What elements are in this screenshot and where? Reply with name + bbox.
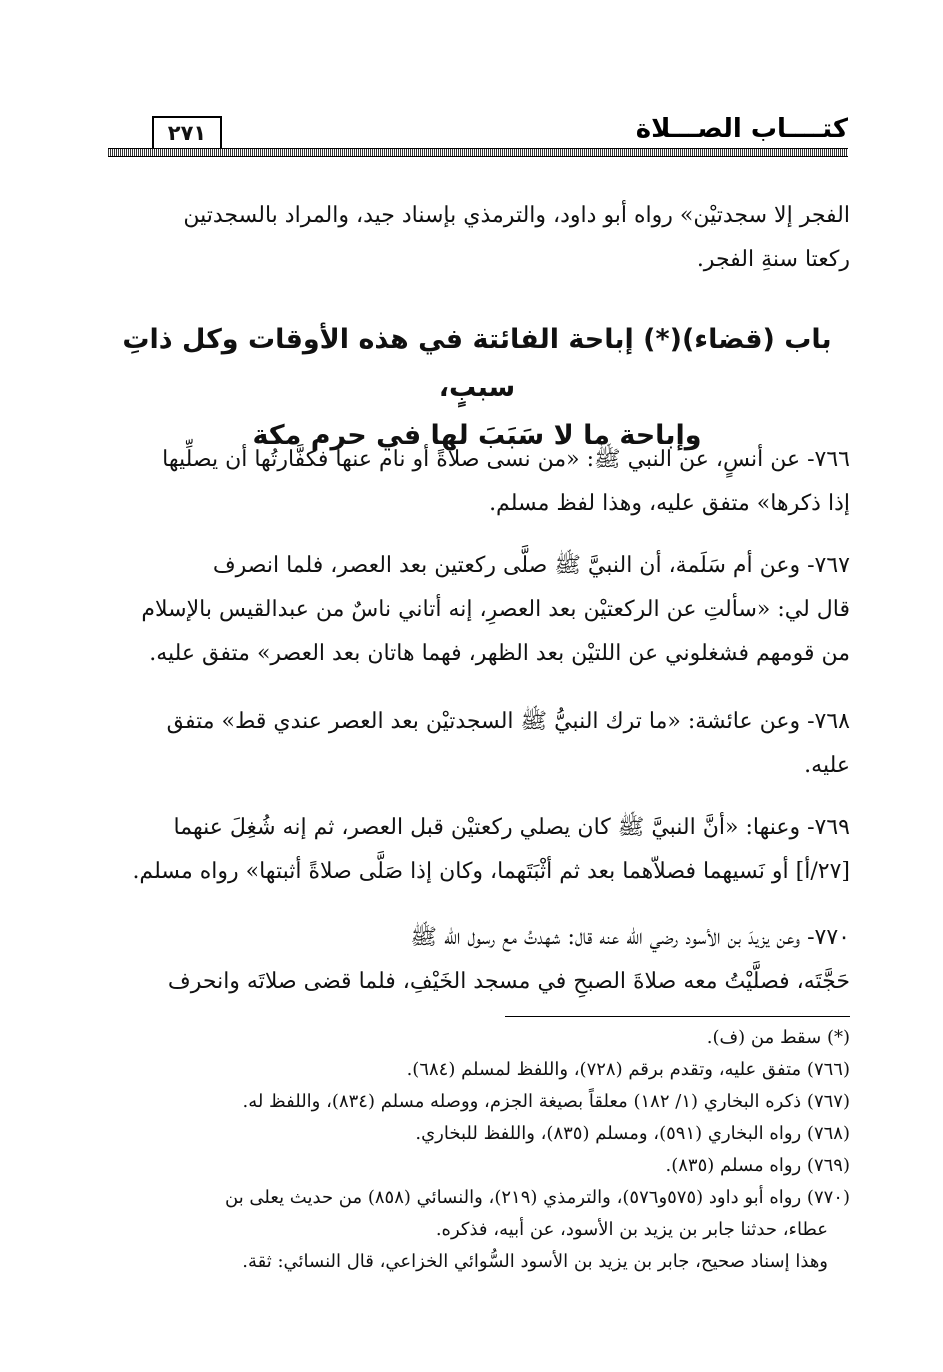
hadith-line: [٢٧/أ] أو نَسيهما فصلاّهما بعد ثم أثْبَتَهما، وكان إذا صَلَّى صلاةً أثبتها» رواه مسلم. xyxy=(132,859,850,884)
hadith-line: ٧٦٦- عن أنسٍ، عن النبي ﷺ: «من نسى صلاةً أو نام عنها فكفَّارتُها أن يصلِّيها xyxy=(162,447,850,472)
hadith-766 xyxy=(104,438,850,526)
hadith-line: إذا ذكرها» متفق عليه، وهذا لفظ مسلم. xyxy=(489,491,850,516)
hadith-767 xyxy=(104,544,850,676)
footnote: (٧٦٩) رواه مسلم (٨٣٥). xyxy=(665,1155,850,1176)
hadith-line: ٧٦٩- وعنها: «أنَّ النبيَّ ﷺ كان يصلي ركعتيْن قبل العصر، ثم إنه شُغِلَ عنهما xyxy=(173,815,850,840)
hadith-line: قال لي: «سألتِ عن الركعتيْن بعد العصرِ، إنه أتاني ناسٌ من عبدالقيس بالإسلام xyxy=(141,597,850,622)
intro-paragraph xyxy=(104,194,850,282)
footnote: وهذا إسناد صحيح، جابر بن يزيد بن الأسود السُّوائي الخزاعي، قال النسائي: ثقة. xyxy=(242,1251,828,1272)
hadith-770 xyxy=(104,916,850,1004)
footnote: (٧٦٧) ذكره البخاري (١/ ١٨٢) معلقاً بصيغة الجزم، ووصله مسلم (٨٣٤)، واللفظ له. xyxy=(242,1091,850,1112)
chapter-heading-line: باب (قضاء)(*) إباحة الفائتة في هذه الأوقات وكل ذاتِ سببٍ، xyxy=(122,324,832,403)
footnote: (٧٧٠) رواه أبو داود (٥٧٥و٥٧٦)، والترمذي (٢١٩)، والنسائي (٨٥٨) من حديث يعلى بن xyxy=(225,1187,850,1208)
hadith-line: من قومهم فشغلوني عن اللتيْن بعد الظهر، فهما هاتان بعد العصر» متفق عليه. xyxy=(149,641,850,666)
footnote: (٧٦٨) رواه البخاري (٥٩١)، ومسلم (٨٣٥)، واللفظ للبخاري. xyxy=(415,1123,850,1144)
chapter-heading-line: وإباحة ما لا سَبَبَ لها في حرم مكة xyxy=(252,420,702,451)
hadith-769 xyxy=(104,806,850,894)
footnote-divider xyxy=(505,1016,850,1017)
footnote: عطاء، حدثنا جابر بن يزيد بن الأسود، عن أبيه، فذكره. xyxy=(435,1219,828,1240)
page-header xyxy=(108,108,848,160)
footnote: (٧٦٦) متفق عليه، وتقدم برقم (٧٢٨)، واللفظ لمسلم (٦٨٤). xyxy=(406,1059,850,1080)
hadith-line: حَجَّتَه، فصلَّيْتُ معه صلاةَ الصبحِ في مسجد الخَيْفِ، فلما قضى صلاتَه وانحرف xyxy=(167,969,850,994)
book-title: كتــــاب الصـــلاة xyxy=(635,114,848,144)
header-divider xyxy=(108,148,848,157)
page-number: ٢٧١ xyxy=(152,116,222,148)
intro-line: ركعتا سنةِ الفجر. xyxy=(696,247,850,272)
hadith-line: عليه. xyxy=(804,753,850,778)
hadith-line: ٧٦٧- وعن أم سَلَمة، أن النبيَّ ﷺ صلَّى ركعتين بعد العصر، فلما انصرف xyxy=(212,553,850,578)
intro-line: الفجر إلا سجدتيْن» رواه أبو داود، والترمذي بإسناد جيد، والمراد بالسجدتين xyxy=(183,203,850,228)
hadith-line: ٧٦٨- وعن عائشة: «ما ترك النبيُّ ﷺ السجدتيْن بعد العصر عندي قط» متفق xyxy=(166,709,850,734)
hadith-line: ٧٧٠- وعن يزيدَ بن الأسود رضي الله عنه قال: شهدتُ مع رسول الله ﷺ xyxy=(410,925,850,950)
footnote: (*) سقط من (ف). xyxy=(706,1027,850,1048)
footnotes xyxy=(104,1022,850,1278)
hadith-768 xyxy=(104,700,850,788)
